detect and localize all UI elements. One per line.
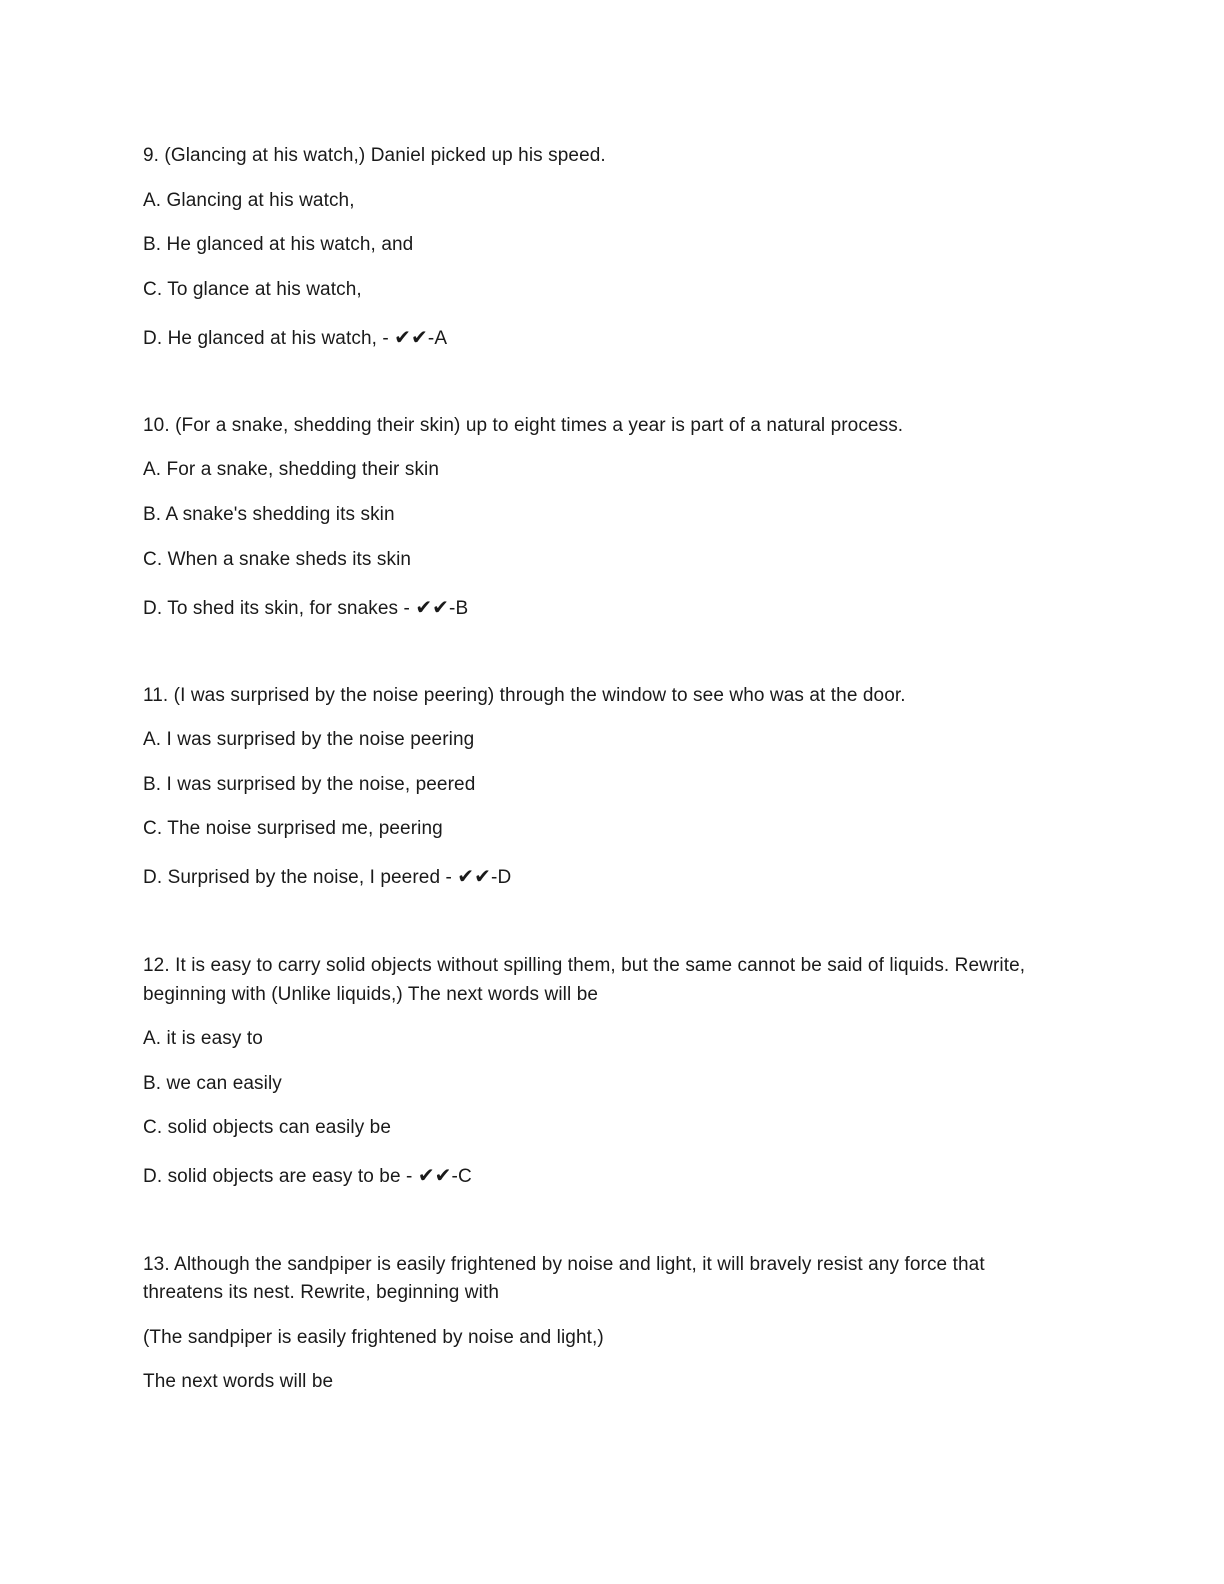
double-check-icon: ✔✔: [457, 864, 492, 888]
question-9-option-a: A. Glancing at his watch,: [143, 190, 355, 211]
question-10-answer: -B: [449, 598, 469, 619]
question-12-option-a: A. it is easy to: [143, 1028, 263, 1049]
question-11-option-b: B. I was surprised by the noise, peered: [143, 774, 476, 795]
question-9-option-d: D. He glanced at his watch, -: [143, 328, 395, 349]
question-11-answer: -D: [491, 867, 512, 888]
question-10-option-c: C. When a snake sheds its skin: [143, 549, 412, 570]
question-11-option-d-line: [143, 862, 511, 892]
double-check-icon: ✔✔: [417, 1163, 452, 1187]
question-13-stem-line-3: (The sandpiper is easily frightened by noise and light,): [143, 1327, 604, 1348]
question-9-option-d-line: [143, 323, 447, 353]
question-10-option-a: A. For a snake, shedding their skin: [143, 459, 440, 480]
question-13-stem-line-4: The next words will be: [143, 1371, 334, 1392]
question-12-option-b: B. we can easily: [143, 1073, 282, 1094]
question-11-option-c: C. The noise surprised me, peering: [143, 818, 443, 839]
question-12-option-c: C. solid objects can easily be: [143, 1117, 392, 1138]
question-12-answer: -C: [451, 1166, 472, 1187]
question-13-stem-line-2: threatens its nest. Rewrite, beginning with: [143, 1282, 499, 1303]
question-10-option-b: B. A snake's shedding its skin: [143, 504, 395, 525]
question-9-stem: 9. (Glancing at his watch,) Daniel picked up his speed.: [143, 145, 606, 166]
question-10-option-d: D. To shed its skin, for snakes -: [143, 598, 416, 619]
question-10-stem: 10. (For a snake, shedding their skin) up to eight times a year is part of a natural process.: [143, 415, 904, 436]
question-12-stem-line-1: 12. It is easy to carry solid objects without spilling them, but the same cannot be said of liquids. Rewrite,: [143, 955, 1026, 976]
question-12-option-d-line: [143, 1161, 472, 1191]
question-12-stem-line-2: beginning with (Unlike liquids,) The next words will be: [143, 984, 599, 1005]
question-9-answer: -A: [427, 328, 448, 349]
question-11-stem: 11. (I was surprised by the noise peering) through the window to see who was at the door.: [143, 685, 906, 706]
question-10-option-d-line: [143, 593, 468, 623]
question-11-option-a: A. I was surprised by the noise peering: [143, 729, 475, 750]
double-check-icon: ✔✔: [415, 595, 450, 619]
question-9-option-c: C. To glance at his watch,: [143, 279, 362, 300]
question-12-option-d: D. solid objects are easy to be -: [143, 1166, 418, 1187]
question-9-option-b: B. He glanced at his watch, and: [143, 234, 414, 255]
double-check-icon: ✔✔: [394, 325, 428, 349]
question-11-option-d: D. Surprised by the noise, I peered -: [143, 867, 458, 888]
question-13-stem-line-1: 13. Although the sandpiper is easily frightened by noise and light, it will bravely resist any force that: [143, 1254, 985, 1275]
